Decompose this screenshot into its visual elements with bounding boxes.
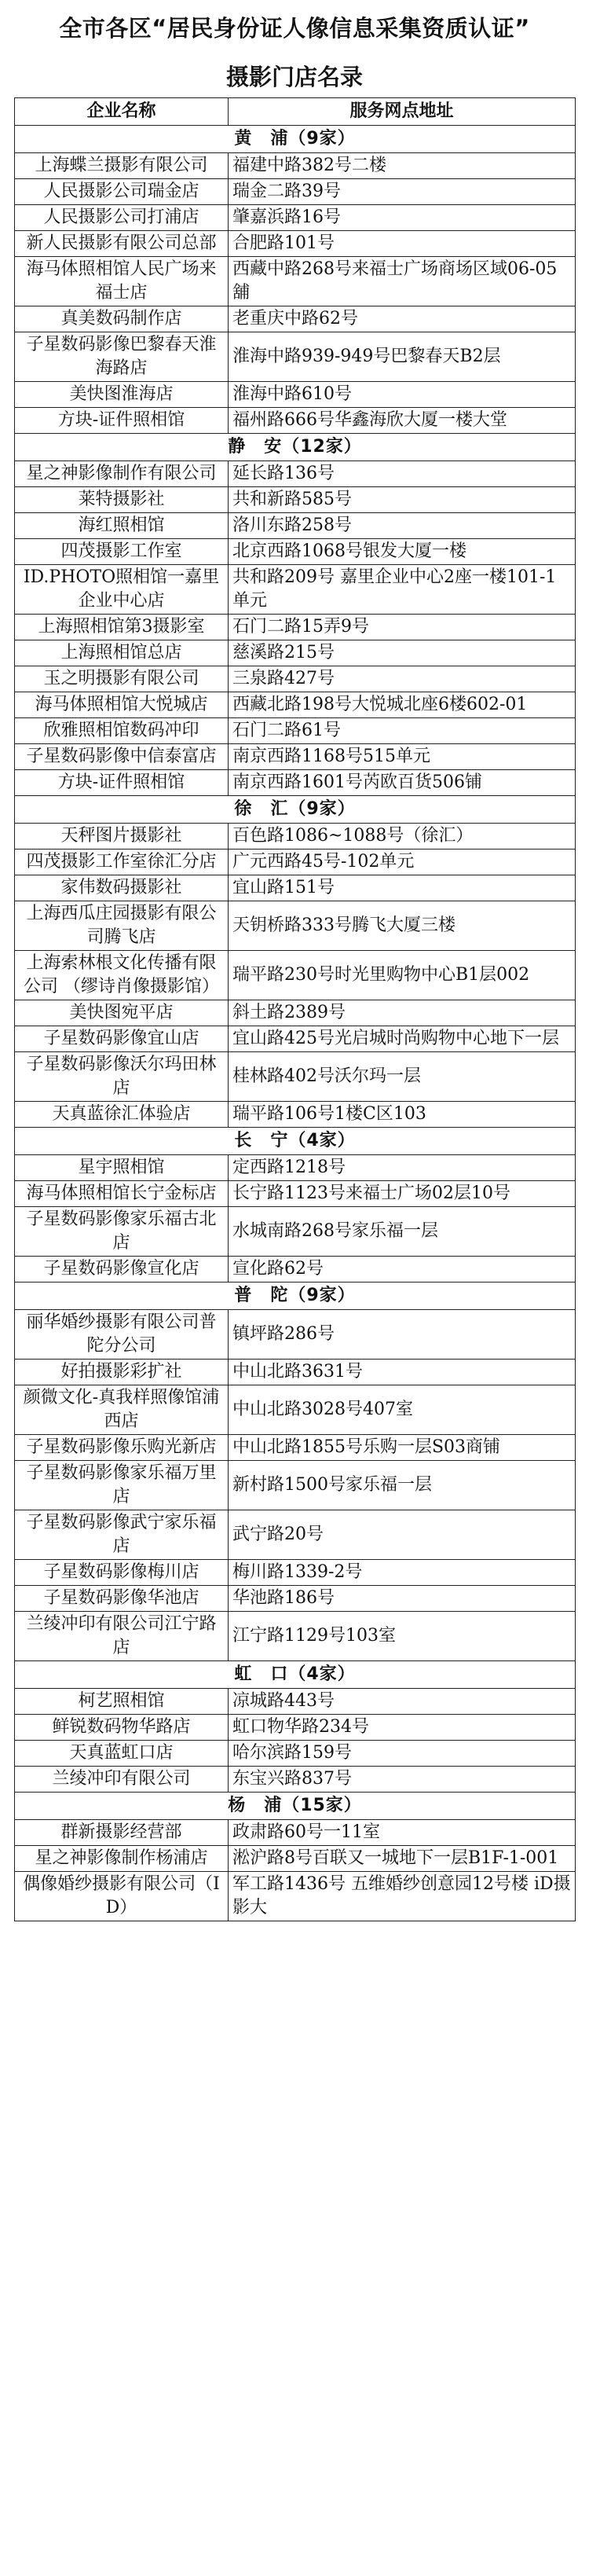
company-name-cell: ID.PHOTO照相馆一嘉里企业中心店 xyxy=(15,565,229,615)
company-name-cell: 子星数码影像沃尔玛田林店 xyxy=(15,1052,229,1102)
company-name-cell: 偶像婚纱摄影有限公司（ID） xyxy=(15,1872,229,1921)
service-address-cell: 宜山路425号光启城时尚购物中心地下一层 xyxy=(229,1026,576,1052)
company-name-cell: 兰绫冲印有限公司江宁路店 xyxy=(15,1612,229,1661)
table-row xyxy=(15,1385,576,1435)
table-row xyxy=(15,1000,576,1026)
district-label: 长 宁（4家） xyxy=(15,1128,576,1155)
table-row xyxy=(15,1310,576,1360)
table-row xyxy=(15,1820,576,1846)
company-name-cell: 上海蝶兰摄影有限公司 xyxy=(15,153,229,179)
service-address-cell: 延长路136号 xyxy=(229,461,576,487)
service-address-cell: 淮海中路610号 xyxy=(229,382,576,408)
company-name-cell: 兰绫冲印有限公司 xyxy=(15,1767,229,1793)
company-name-cell: 子星数码影像武宁家乐福店 xyxy=(15,1510,229,1560)
service-address-cell: 南京西路1168号515单元 xyxy=(229,744,576,770)
company-name-cell: 子星数码影像中信泰富店 xyxy=(15,744,229,770)
service-address-cell: 虹口物华路234号 xyxy=(229,1715,576,1741)
table-row xyxy=(15,306,576,332)
table-row xyxy=(15,408,576,434)
company-name-cell: 海红照相馆 xyxy=(15,513,229,539)
service-address-cell: 武宁路20号 xyxy=(229,1510,576,1560)
service-address-cell: 石门二路15弄9号 xyxy=(229,615,576,640)
company-name-cell: 四茂摄影工作室 xyxy=(15,539,229,565)
company-name-cell: 柯艺照相馆 xyxy=(15,1689,229,1715)
company-name-cell: 子星数码影像宜山店 xyxy=(15,1026,229,1052)
service-address-cell: 江宁路1129号103室 xyxy=(229,1612,576,1661)
service-address-cell: 梅川路1339-2号 xyxy=(229,1560,576,1586)
service-address-cell: 哈尔滨路159号 xyxy=(229,1741,576,1767)
service-address-cell: 宣化路62号 xyxy=(229,1257,576,1282)
table-row xyxy=(15,1767,576,1793)
table-row xyxy=(15,1181,576,1207)
district-header-row xyxy=(15,1128,576,1155)
company-name-cell: 星之神影像制作有限公司 xyxy=(15,461,229,487)
table-row xyxy=(15,205,576,231)
table-row xyxy=(15,1461,576,1510)
table-row xyxy=(15,849,576,875)
header-service-address: 服务网点地址 xyxy=(229,98,576,126)
service-address-cell: 东宝兴路837号 xyxy=(229,1767,576,1793)
table-row xyxy=(15,666,576,692)
district-label: 虹 口（4家） xyxy=(15,1661,576,1689)
company-name-cell: 海马体照相馆人民广场来福士店 xyxy=(15,257,229,306)
table-row xyxy=(15,1435,576,1461)
service-address-cell: 长宁路1123号来福士广场02层10号 xyxy=(229,1181,576,1207)
service-address-cell: 淞沪路8号百联又一城地下一层B1F-1-001 xyxy=(229,1846,576,1872)
district-label: 普 陀（9家） xyxy=(15,1282,576,1310)
company-name-cell: 星之神影像制作杨浦店 xyxy=(15,1846,229,1872)
company-name-cell: 天秤图片摄影社 xyxy=(15,824,229,849)
service-address-cell: 政肃路60号一11室 xyxy=(229,1820,576,1846)
table-row xyxy=(15,1102,576,1128)
table-row xyxy=(15,1741,576,1767)
service-address-cell: 斜土路2389号 xyxy=(229,1000,576,1026)
table-row xyxy=(15,1052,576,1102)
service-address-cell: 三泉路427号 xyxy=(229,666,576,692)
service-address-cell: 中山北路3631号 xyxy=(229,1360,576,1385)
company-name-cell: 子星数码影像巴黎春天淮海路店 xyxy=(15,332,229,382)
company-name-cell: 美快图淮海店 xyxy=(15,382,229,408)
service-address-cell: 百色路1086~1088号（徐汇） xyxy=(229,824,576,849)
company-name-cell: 方块-证件照相馆 xyxy=(15,770,229,796)
service-address-cell: 广元西路45号-102单元 xyxy=(229,849,576,875)
district-header-row xyxy=(15,434,576,461)
table-row xyxy=(15,153,576,179)
table-row xyxy=(15,1612,576,1661)
company-name-cell: 天真蓝徐汇体验店 xyxy=(15,1102,229,1128)
table-row xyxy=(15,179,576,205)
service-address-cell: 南京西路1601号芮欧百货506铺 xyxy=(229,770,576,796)
table-row xyxy=(15,1026,576,1052)
service-address-cell: 共和新路585号 xyxy=(229,487,576,513)
district-label: 徐 汇（9家） xyxy=(15,796,576,824)
table-row xyxy=(15,718,576,744)
table-row xyxy=(15,513,576,539)
service-address-cell: 洛川东路258号 xyxy=(229,513,576,539)
service-address-cell: 石门二路61号 xyxy=(229,718,576,744)
table-row xyxy=(15,640,576,666)
table-row xyxy=(15,770,576,796)
company-name-cell: 四茂摄影工作室徐汇分店 xyxy=(15,849,229,875)
table-row xyxy=(15,615,576,640)
service-address-cell: 镇坪路286号 xyxy=(229,1310,576,1360)
table-row xyxy=(15,487,576,513)
district-label: 杨 浦（15家） xyxy=(15,1793,576,1820)
table-row xyxy=(15,257,576,306)
service-address-cell: 瑞平路106号1楼C区103 xyxy=(229,1102,576,1128)
service-address-cell: 瑞金二路39号 xyxy=(229,179,576,205)
service-address-cell: 军工路1436号 五维婚纱创意园12号楼 iD摄影大 xyxy=(229,1872,576,1921)
district-header-row xyxy=(15,126,576,153)
company-name-cell: 颜微文化-真我样照像馆浦西店 xyxy=(15,1385,229,1435)
company-name-cell: 上海索林根文化传播有限公司 （缪诗肖像摄影馆） xyxy=(15,951,229,1000)
table-row xyxy=(15,332,576,382)
district-header-row xyxy=(15,1661,576,1689)
company-name-cell: 子星数码影像宣化店 xyxy=(15,1257,229,1282)
service-address-cell: 福建中路382号二楼 xyxy=(229,153,576,179)
table-row xyxy=(15,1510,576,1560)
company-name-cell: 美快图宛平店 xyxy=(15,1000,229,1026)
header-company-name: 企业名称 xyxy=(15,98,229,126)
table-row xyxy=(15,1872,576,1921)
service-address-cell: 北京西路1068号银发大厦一楼 xyxy=(229,539,576,565)
table-header-row xyxy=(15,98,576,126)
service-address-cell: 共和路209号 嘉里企业中心2座一楼101-1单元 xyxy=(229,565,576,615)
company-name-cell: 子星数码影像华池店 xyxy=(15,1586,229,1612)
district-label: 静 安（12家） xyxy=(15,434,576,461)
company-name-cell: 子星数码影像家乐福万里店 xyxy=(15,1461,229,1510)
table-row xyxy=(15,565,576,615)
service-address-cell: 肇嘉浜路16号 xyxy=(229,205,576,231)
service-address-cell: 凉城路443号 xyxy=(229,1689,576,1715)
service-address-cell: 合肥路101号 xyxy=(229,231,576,257)
table-row xyxy=(15,1715,576,1741)
district-header-row xyxy=(15,796,576,824)
table-row xyxy=(15,382,576,408)
company-name-cell: 子星数码影像梅川店 xyxy=(15,1560,229,1586)
table-row xyxy=(15,875,576,901)
company-name-cell: 上海西瓜庄园摄影有限公司腾飞店 xyxy=(15,901,229,951)
table-row xyxy=(15,1155,576,1181)
table-row xyxy=(15,1257,576,1282)
company-name-cell: 群新摄影经营部 xyxy=(15,1820,229,1846)
table-row xyxy=(15,1846,576,1872)
table-row xyxy=(15,901,576,951)
service-address-cell: 定西路1218号 xyxy=(229,1155,576,1181)
table-row xyxy=(15,1560,576,1586)
company-name-cell: 海马体照相馆大悦城店 xyxy=(15,692,229,718)
table-body xyxy=(15,126,576,1921)
company-name-cell: 天真蓝虹口店 xyxy=(15,1741,229,1767)
table-row xyxy=(15,1689,576,1715)
company-name-cell: 好拍摄影彩扩社 xyxy=(15,1360,229,1385)
service-address-cell: 淮海中路939-949号巴黎春天B2层 xyxy=(229,332,576,382)
company-name-cell: 上海照相馆第3摄影室 xyxy=(15,615,229,640)
company-name-cell: 海马体照相馆长宁金标店 xyxy=(15,1181,229,1207)
district-header-row xyxy=(15,1282,576,1310)
service-address-cell: 西藏北路198号大悦城北座6楼602-01 xyxy=(229,692,576,718)
company-name-cell: 丽华婚纱摄影有限公司普陀分公司 xyxy=(15,1310,229,1360)
service-address-cell: 华池路186号 xyxy=(229,1586,576,1612)
table-row xyxy=(15,461,576,487)
company-name-cell: 玉之明摄影有限公司 xyxy=(15,666,229,692)
company-name-cell: 人民摄影公司瑞金店 xyxy=(15,179,229,205)
service-address-cell: 福州路666号华鑫海欣大厦一楼大堂 xyxy=(229,408,576,434)
table-row xyxy=(15,951,576,1000)
company-name-cell: 新人民摄影有限公司总部 xyxy=(15,231,229,257)
company-name-cell: 星宇照相馆 xyxy=(15,1155,229,1181)
service-address-cell: 宜山路151号 xyxy=(229,875,576,901)
company-name-cell: 莱特摄影社 xyxy=(15,487,229,513)
table-row xyxy=(15,1586,576,1612)
service-address-cell: 瑞平路230号时光里购物中心B1层002 xyxy=(229,951,576,1000)
company-name-cell: 人民摄影公司打浦店 xyxy=(15,205,229,231)
table-row xyxy=(15,1360,576,1385)
company-name-cell: 家伟数码摄影社 xyxy=(15,875,229,901)
document-title: 全市各区“居民身份证人像信息采集资质认证” xyxy=(59,15,530,42)
service-address-cell: 西藏中路268号来福士广场商场区域06-05舖 xyxy=(229,257,576,306)
company-name-cell: 上海照相馆总店 xyxy=(15,640,229,666)
table-row xyxy=(15,231,576,257)
company-name-cell: 方块-证件照相馆 xyxy=(15,408,229,434)
service-address-cell: 水城南路268号家乐福一层 xyxy=(229,1207,576,1257)
table-row xyxy=(15,539,576,565)
service-address-cell: 天钥桥路333号腾飞大厦三楼 xyxy=(229,901,576,951)
company-name-cell: 子星数码影像乐购光新店 xyxy=(15,1435,229,1461)
company-name-cell: 欣雅照相馆数码冲印 xyxy=(15,718,229,744)
service-address-cell: 慈溪路215号 xyxy=(229,640,576,666)
table-row xyxy=(15,692,576,718)
service-address-cell: 桂林路402号沃尔玛一层 xyxy=(229,1052,576,1102)
company-name-cell: 鲜锐数码物华路店 xyxy=(15,1715,229,1741)
service-address-cell: 中山北路1855号乐购一层S03商铺 xyxy=(229,1435,576,1461)
district-label: 黄 浦（9家） xyxy=(15,126,576,153)
service-address-cell: 中山北路3028号407室 xyxy=(229,1385,576,1435)
company-name-cell: 真美数码制作店 xyxy=(15,306,229,332)
district-header-row xyxy=(15,1793,576,1820)
studio-directory-table xyxy=(14,97,576,1921)
document-subtitle: 摄影门店名录 xyxy=(225,64,363,90)
company-name-cell: 子星数码影像家乐福古北店 xyxy=(15,1207,229,1257)
table-row xyxy=(15,1207,576,1257)
service-address-cell: 新村路1500号家乐福一层 xyxy=(229,1461,576,1510)
table-row xyxy=(15,744,576,770)
service-address-cell: 老重庆中路62号 xyxy=(229,306,576,332)
table-row xyxy=(15,824,576,849)
